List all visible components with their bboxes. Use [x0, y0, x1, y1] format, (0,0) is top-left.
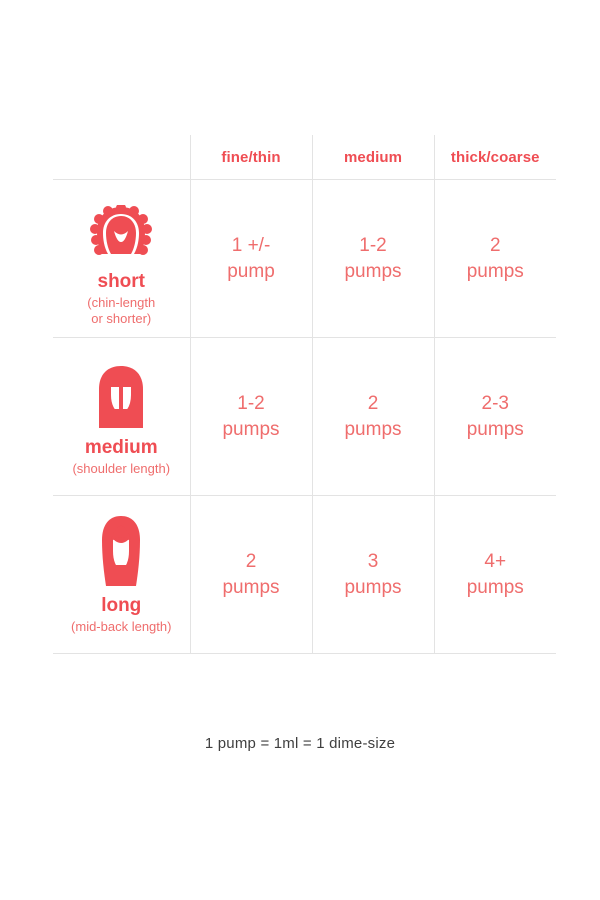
cell-long-fine [190, 496, 312, 654]
cell-value-line2: pumps [222, 418, 280, 440]
column-header-thick-coarse: thick/coarse [434, 135, 556, 180]
row-sublabel-long-line1: (mid-back length) [71, 618, 172, 634]
cell-value-line2: pumps [344, 260, 402, 282]
table-corner-cell [53, 135, 190, 180]
medium-hair-icon [93, 357, 149, 429]
row-sublabel-short-line2: or shorter) [91, 310, 152, 326]
cell-value-line1: 2-3 [481, 392, 509, 414]
dosage-table [53, 135, 556, 654]
cell-value-line2: pumps [344, 576, 402, 598]
cell-value-line1: 1-2 [237, 392, 265, 414]
cell-short-fine [190, 180, 312, 338]
chart-container [53, 135, 556, 654]
row-sublabel-medium-line1: (shoulder length) [72, 460, 171, 476]
row-header-short [53, 180, 190, 338]
column-header-medium: medium [312, 135, 434, 180]
cell-value-line1: 1-2 [359, 234, 387, 256]
cell-value-line1: 2 [245, 550, 257, 572]
column-header-fine-thin: fine/thin [190, 135, 312, 180]
table-row [53, 496, 556, 654]
cell-short-thick [434, 180, 556, 338]
row-label-short: short [97, 270, 145, 292]
cell-medium-thick [434, 338, 556, 496]
cell-value-line1: 3 [367, 550, 379, 572]
cell-value-line1: 2 [367, 392, 379, 414]
short-hair-icon [90, 191, 152, 263]
cell-value-line2: pumps [222, 576, 280, 598]
row-header-medium [53, 338, 190, 496]
cell-short-medium [312, 180, 434, 338]
chart-footnote: 1 pump = 1ml = 1 dime-size [204, 735, 396, 752]
cell-value-line1: 1 +/- [231, 234, 271, 256]
table-row [53, 180, 556, 338]
cell-long-medium [312, 496, 434, 654]
row-sublabel-short-line1: (chin-length [87, 294, 156, 310]
cell-value-line1: 4+ [484, 550, 507, 572]
cell-value-line2: pump [227, 260, 275, 282]
cell-value-line1: 2 [489, 234, 501, 256]
table-header-row [53, 135, 556, 180]
cell-long-thick [434, 496, 556, 654]
row-label-medium: medium [84, 436, 158, 458]
cell-value-line2: pumps [466, 260, 524, 282]
cell-value-line2: pumps [344, 418, 402, 440]
cell-medium-fine [190, 338, 312, 496]
long-hair-icon [98, 515, 144, 587]
table-row [53, 338, 556, 496]
cell-value-line2: pumps [466, 418, 524, 440]
row-label-long: long [101, 594, 142, 616]
row-header-long [53, 496, 190, 654]
cell-value-line2: pumps [466, 576, 524, 598]
cell-medium-medium [312, 338, 434, 496]
